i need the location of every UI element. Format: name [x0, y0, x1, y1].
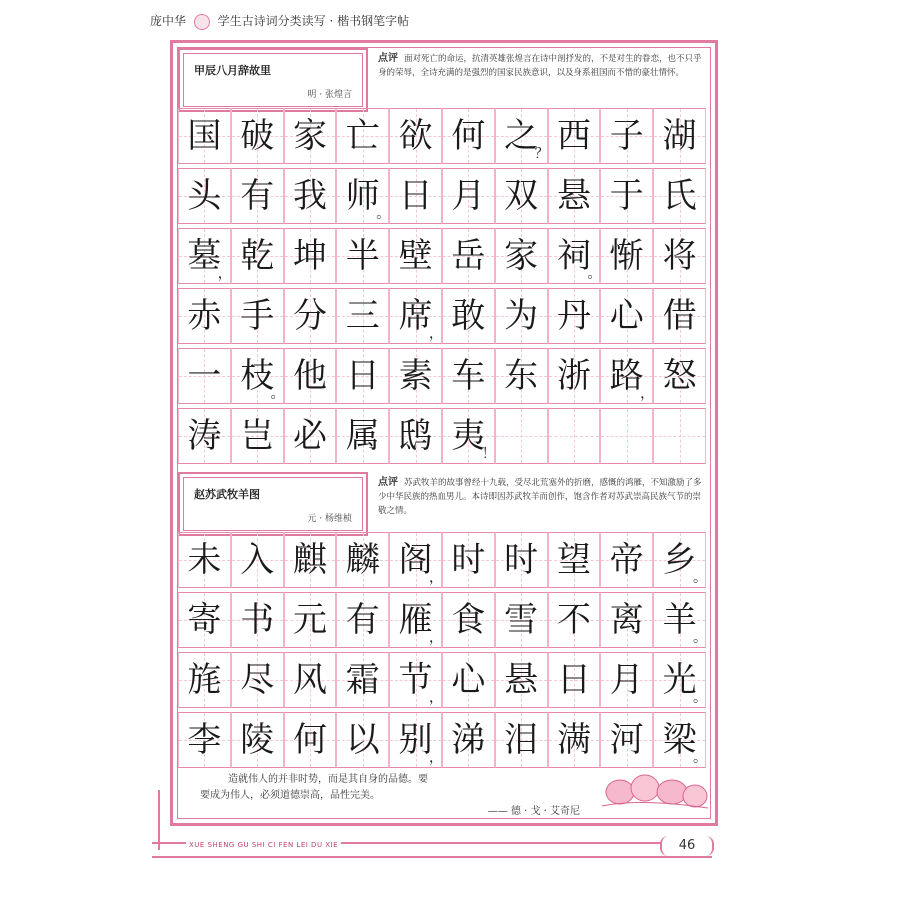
- character: 雪: [504, 600, 539, 640]
- character: 旄: [187, 660, 222, 700]
- character: 离: [609, 600, 644, 640]
- punctuation: 。: [692, 570, 707, 586]
- character: 尽: [240, 660, 275, 700]
- grid-cell: [495, 348, 548, 404]
- punctuation: ，: [428, 690, 443, 706]
- grid-cell: [389, 408, 442, 464]
- character: 何: [451, 116, 486, 156]
- character: 路: [609, 356, 644, 396]
- grid-cell: [548, 228, 601, 284]
- character: 借: [662, 296, 697, 336]
- grid-cell: [284, 228, 337, 284]
- grid-cell: [336, 288, 389, 344]
- character: 日: [556, 660, 591, 700]
- character: 羊: [662, 600, 697, 640]
- character: 望: [556, 540, 591, 580]
- character: 欲: [398, 116, 433, 156]
- grid-cell: [600, 228, 653, 284]
- character: 寄: [187, 600, 222, 640]
- grid-cell: [442, 408, 495, 464]
- grid-cell: [653, 712, 706, 768]
- grid-row: [178, 166, 706, 226]
- book-title: 学生古诗词分类读写 · 楷书钢笔字帖: [217, 14, 410, 28]
- grid-cell: [231, 712, 284, 768]
- grid-cell: [389, 652, 442, 708]
- character: 节: [398, 660, 433, 700]
- character: 书: [240, 600, 275, 640]
- grid-cell: [336, 712, 389, 768]
- grid-cell: [178, 712, 231, 768]
- poem-comment-2: [378, 476, 708, 518]
- character: 半: [345, 236, 380, 276]
- character: 乡: [662, 540, 697, 580]
- character: 壁: [398, 236, 433, 276]
- comment-label: 点评: [378, 53, 398, 64]
- grid-cell: [284, 168, 337, 224]
- character: 泪: [504, 720, 539, 760]
- punctuation: 。: [587, 266, 602, 282]
- character: 元: [292, 600, 327, 640]
- character: 手: [240, 296, 275, 336]
- punctuation: ，: [428, 630, 443, 646]
- grid-row: [178, 710, 706, 770]
- character: 车: [451, 356, 486, 396]
- character: 霜: [345, 660, 380, 700]
- grid-cell: [495, 168, 548, 224]
- footer-pinyin: XUE SHENG GU SHI CI FEN LEI DU XIE: [186, 841, 341, 849]
- grid-cell: [178, 108, 231, 164]
- grid-cell: [389, 592, 442, 648]
- grid-cell: [231, 652, 284, 708]
- character: 他: [292, 356, 327, 396]
- grid-cell: [231, 168, 284, 224]
- punctuation: ！: [481, 446, 496, 462]
- grid-cell: [284, 408, 337, 464]
- punctuation: ，: [428, 326, 443, 342]
- grid-cell: [284, 348, 337, 404]
- grid-cell: [284, 592, 337, 648]
- character: 怒: [662, 356, 697, 396]
- grid-cell: [495, 408, 548, 464]
- character: 时: [504, 540, 539, 580]
- character: 敢: [451, 296, 486, 336]
- flower-decoration-icon: [600, 770, 710, 812]
- character: 于: [609, 176, 644, 216]
- grid-cell: [653, 108, 706, 164]
- grid-cell: [336, 348, 389, 404]
- grid-cell: [389, 108, 442, 164]
- character: 湖: [662, 116, 697, 156]
- punctuation: 。: [692, 630, 707, 646]
- character: 家: [292, 116, 327, 156]
- character: 氏: [662, 176, 697, 216]
- poem-title: 赵苏武牧羊图: [194, 488, 260, 501]
- character: 破: [240, 116, 275, 156]
- character: 岳: [451, 236, 486, 276]
- grid-cell: [178, 592, 231, 648]
- punctuation: 。: [692, 690, 707, 706]
- character: 河: [609, 720, 644, 760]
- character: 陵: [240, 720, 275, 760]
- grid-cell: [548, 168, 601, 224]
- character: 满: [556, 720, 591, 760]
- character: 夷: [451, 416, 486, 456]
- grid-cell: [284, 288, 337, 344]
- poem-comment-1: [378, 52, 708, 80]
- character: 月: [609, 660, 644, 700]
- character: 必: [292, 416, 327, 456]
- character: 国: [187, 116, 222, 156]
- quote-block: [200, 772, 590, 820]
- grid-cell: [495, 108, 548, 164]
- grid-cell: [284, 712, 337, 768]
- grid-cell: [178, 408, 231, 464]
- character: 涕: [451, 720, 486, 760]
- grid-cell: [389, 168, 442, 224]
- grid-cell: [600, 592, 653, 648]
- grid-cell: [442, 712, 495, 768]
- grid-cell: [284, 108, 337, 164]
- grid-cell: [336, 108, 389, 164]
- character: 墓: [187, 236, 222, 276]
- character: 之: [504, 116, 539, 156]
- comment-text: 面对死亡的命运，抗清英雄张煌言在诗中剖抒发的，不是对生的眷恋，也不只乎身的荣辱，全诗充满的是强烈的国家民族意识，以及身系祖国而不惜的豪壮情怀。: [378, 54, 702, 78]
- character: 鸱: [398, 416, 433, 456]
- character: 为: [504, 296, 539, 336]
- punctuation: ，: [428, 570, 443, 586]
- character: 丹: [556, 296, 591, 336]
- poem-author: 明 · 张煌言: [307, 90, 352, 100]
- grid-cell: [600, 712, 653, 768]
- character: 祠: [556, 236, 591, 276]
- character: 乾: [240, 236, 275, 276]
- character: 未: [187, 540, 222, 580]
- character: 不: [556, 600, 591, 640]
- grid-cell: [231, 532, 284, 588]
- grid-cell: [336, 168, 389, 224]
- grid-cell: [600, 108, 653, 164]
- flower-icon: [194, 14, 210, 30]
- character: 心: [609, 296, 644, 336]
- character: 涛: [187, 416, 222, 456]
- grid-cell: [442, 168, 495, 224]
- grid-cell: [178, 288, 231, 344]
- grid-cell: [389, 532, 442, 588]
- grid-cell: [178, 532, 231, 588]
- grid-cell: [548, 712, 601, 768]
- character: 风: [292, 660, 327, 700]
- grid-row: [178, 590, 706, 650]
- grid-cell: [336, 652, 389, 708]
- grid-cell: [336, 532, 389, 588]
- grid-cell: [495, 652, 548, 708]
- grid-row: [178, 106, 706, 166]
- character: 麒: [292, 540, 327, 580]
- grid-cell: [178, 348, 231, 404]
- grid-cell: [600, 532, 653, 588]
- character: 李: [187, 720, 222, 760]
- grid-cell: [231, 348, 284, 404]
- grid-cell: [231, 288, 284, 344]
- grid-cell: [231, 228, 284, 284]
- grid-cell: [336, 592, 389, 648]
- grid-cell: [600, 652, 653, 708]
- character: 岂: [240, 416, 275, 456]
- grid-cell: [495, 712, 548, 768]
- quote-source: —— 德 · 戈 · 艾奇尼: [487, 806, 580, 817]
- grid-cell: [442, 108, 495, 164]
- grid-cell: [231, 108, 284, 164]
- character: 梁: [662, 720, 697, 760]
- grid-cell: [548, 108, 601, 164]
- character: 悬: [556, 176, 591, 216]
- grid-cell: [495, 592, 548, 648]
- grid-cell: [178, 228, 231, 284]
- character: 日: [398, 176, 433, 216]
- grid-cell: [442, 228, 495, 284]
- grid-row: [178, 226, 706, 286]
- grid-cell: [600, 348, 653, 404]
- grid-cell: [284, 652, 337, 708]
- character: 双: [504, 176, 539, 216]
- character: 坤: [292, 236, 327, 276]
- character: 入: [240, 540, 275, 580]
- punctuation: 。: [270, 386, 285, 402]
- character: 一: [187, 356, 222, 396]
- grid-row: [178, 346, 706, 406]
- character: 雁: [398, 600, 433, 640]
- grid-row: [178, 530, 706, 590]
- grid-cell: [653, 532, 706, 588]
- punctuation: ，: [640, 386, 655, 402]
- grid-cell: [548, 288, 601, 344]
- grid-cell: [600, 408, 653, 464]
- character: 有: [240, 176, 275, 216]
- poem-author: 元 · 杨维桢: [307, 514, 352, 524]
- character: 阁: [398, 540, 433, 580]
- grid-cell: [336, 408, 389, 464]
- character: 赤: [187, 296, 222, 336]
- poem-title: 甲辰八月辞故里: [194, 64, 271, 77]
- character: 分: [292, 296, 327, 336]
- grid-cell: [231, 592, 284, 648]
- punctuation: ，: [217, 266, 232, 282]
- brand-name: 庞中华: [150, 14, 187, 28]
- comment-label: 点评: [378, 477, 398, 488]
- character: 惭: [609, 236, 644, 276]
- grid-cell: [548, 592, 601, 648]
- comment-text: 苏武牧羊的故事曾经十九载，受尽北荒塞外的折磨，感慨的鸿雁，不知激励了多少中华民族的热血男儿。本诗即因苏武牧羊而创作，饱含作者对苏武崇高民族气节的崇敬之情。: [378, 478, 702, 516]
- grid-cell: [653, 408, 706, 464]
- grid-cell: [548, 408, 601, 464]
- character: 三: [345, 296, 380, 336]
- character: 素: [398, 356, 433, 396]
- character: 席: [398, 296, 433, 336]
- footer-rule: [158, 790, 160, 850]
- grid-cell: [178, 168, 231, 224]
- character: 亡: [345, 116, 380, 156]
- character: 枝: [240, 356, 275, 396]
- grid-cell: [389, 712, 442, 768]
- character: 家: [504, 236, 539, 276]
- grid-cell: [653, 652, 706, 708]
- page-header: [150, 12, 750, 36]
- punctuation: 。: [376, 206, 391, 222]
- grid-cell: [284, 532, 337, 588]
- grid-cell: [336, 228, 389, 284]
- character: 光: [662, 660, 697, 700]
- grid-cell: [442, 288, 495, 344]
- punctuation: 。: [692, 750, 707, 766]
- grid-cell: [653, 228, 706, 284]
- character: 属: [345, 416, 380, 456]
- character: 将: [662, 236, 697, 276]
- grid-cell: [548, 532, 601, 588]
- grid-cell: [495, 532, 548, 588]
- poem-title-box-2: [178, 472, 368, 536]
- poem-title-box-1: [178, 48, 368, 112]
- grid-cell: [653, 348, 706, 404]
- character: 别: [398, 720, 433, 760]
- character: 西: [556, 116, 591, 156]
- character: 以: [345, 720, 380, 760]
- grid-cell: [653, 288, 706, 344]
- grid-row: [178, 286, 706, 346]
- character: 有: [345, 600, 380, 640]
- grid-cell: [600, 288, 653, 344]
- character: 麟: [345, 540, 380, 580]
- grid-cell: [442, 348, 495, 404]
- character: 食: [451, 600, 486, 640]
- grid-cell: [442, 532, 495, 588]
- grid-cell: [442, 652, 495, 708]
- grid-cell: [178, 652, 231, 708]
- page-number: 46: [660, 836, 714, 856]
- character: 东: [504, 356, 539, 396]
- grid-cell: [600, 168, 653, 224]
- character: 子: [609, 116, 644, 156]
- grid-cell: [653, 592, 706, 648]
- character: 月: [451, 176, 486, 216]
- character: 我: [292, 176, 327, 216]
- character: 浙: [556, 356, 591, 396]
- character: 何: [292, 720, 327, 760]
- grid-cell: [548, 652, 601, 708]
- grid-cell: [389, 228, 442, 284]
- character: 帝: [609, 540, 644, 580]
- grid-cell: [442, 592, 495, 648]
- quote-line-1: 造就伟人的并非时势，而是其自身的品德。要: [228, 774, 428, 785]
- character: 时: [451, 540, 486, 580]
- character: 悬: [504, 660, 539, 700]
- character: 师: [345, 176, 380, 216]
- grid-cell: [495, 288, 548, 344]
- character: 日: [345, 356, 380, 396]
- grid-cell: [495, 228, 548, 284]
- quote-line-2: 要成为伟人，必须道德崇高，品性完美。: [200, 790, 380, 801]
- character: 头: [187, 176, 222, 216]
- grid-cell: [548, 348, 601, 404]
- grid-cell: [231, 408, 284, 464]
- punctuation: ？: [534, 146, 549, 162]
- grid-cell: [653, 168, 706, 224]
- character: 心: [451, 660, 486, 700]
- grid-row: [178, 650, 706, 710]
- grid-row: [178, 406, 706, 466]
- punctuation: ，: [428, 750, 443, 766]
- grid-cell: [389, 288, 442, 344]
- grid-cell: [389, 348, 442, 404]
